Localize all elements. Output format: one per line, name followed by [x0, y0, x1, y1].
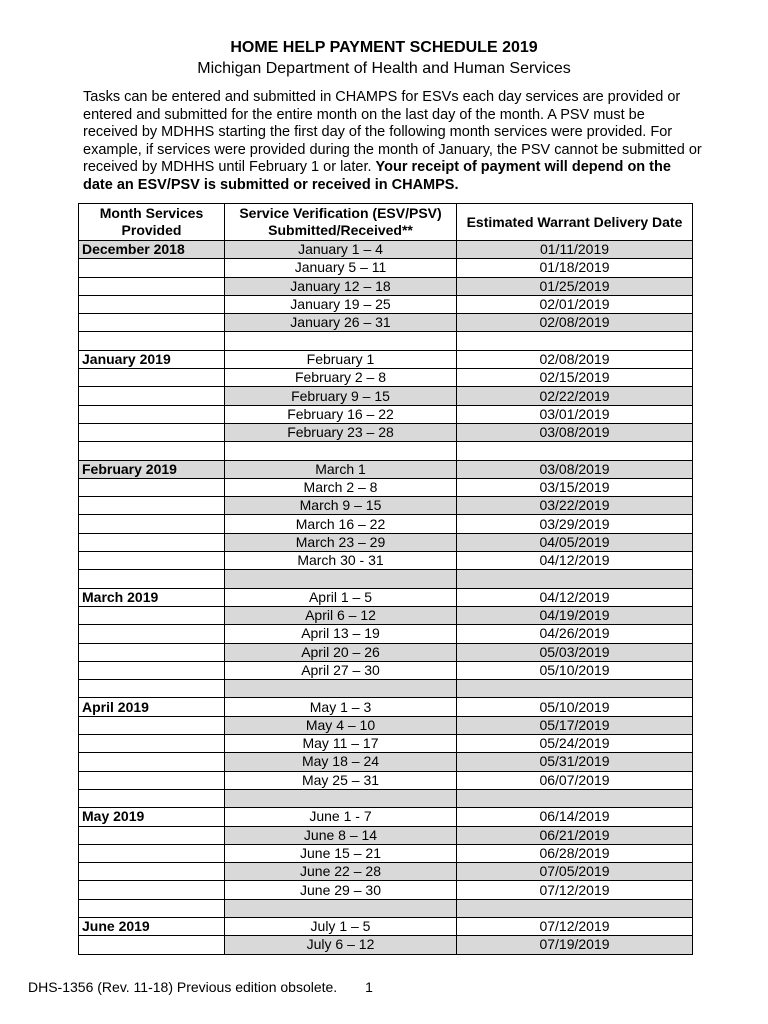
date-cell: 02/08/2019 [457, 350, 693, 368]
month-cell [79, 259, 225, 277]
month-cell: June 2019 [79, 917, 225, 935]
range-cell: January 5 – 11 [225, 259, 457, 277]
date-cell: 05/03/2019 [457, 643, 693, 661]
date-cell: 04/12/2019 [457, 588, 693, 606]
month-cell: May 2019 [79, 808, 225, 826]
month-cell [79, 735, 225, 753]
table-row [79, 570, 693, 588]
date-cell: 01/18/2019 [457, 259, 693, 277]
date-cell: 04/05/2019 [457, 533, 693, 551]
intro-paragraph [83, 89, 703, 195]
page-title: HOME HELP PAYMENT SCHEDULE 2019 [230, 39, 538, 56]
date-cell [457, 680, 693, 698]
month-cell: March 2019 [79, 588, 225, 606]
table-row [79, 241, 693, 259]
range-cell: March 2 – 8 [225, 478, 457, 496]
month-cell [79, 753, 225, 771]
date-cell: 01/25/2019 [457, 277, 693, 295]
month-cell: April 2019 [79, 698, 225, 716]
month-cell [79, 552, 225, 570]
date-cell: 04/26/2019 [457, 625, 693, 643]
range-cell: March 23 – 29 [225, 533, 457, 551]
table-row [79, 643, 693, 661]
month-cell [79, 826, 225, 844]
range-cell: July 6 – 12 [225, 936, 457, 954]
date-cell [457, 899, 693, 917]
range-cell: June 8 – 14 [225, 826, 457, 844]
table-row [79, 497, 693, 515]
month-cell [79, 497, 225, 515]
month-cell [79, 369, 225, 387]
date-cell: 03/15/2019 [457, 478, 693, 496]
range-cell [225, 899, 457, 917]
date-cell: 03/08/2019 [457, 423, 693, 441]
month-cell [79, 277, 225, 295]
month-cell [79, 314, 225, 332]
table-row [79, 863, 693, 881]
month-cell [79, 405, 225, 423]
range-cell: June 29 – 30 [225, 881, 457, 899]
table-row [79, 405, 693, 423]
table-row [79, 350, 693, 368]
footer [28, 979, 373, 996]
table-row [79, 332, 693, 350]
date-cell: 03/08/2019 [457, 460, 693, 478]
table-row [79, 314, 693, 332]
date-cell: 05/24/2019 [457, 735, 693, 753]
table-row [79, 917, 693, 935]
month-cell [79, 295, 225, 313]
table-row [79, 515, 693, 533]
range-cell: April 6 – 12 [225, 606, 457, 624]
date-cell: 07/05/2019 [457, 863, 693, 881]
table-row [79, 735, 693, 753]
date-cell [457, 442, 693, 460]
range-cell: March 30 - 31 [225, 552, 457, 570]
range-cell: April 13 – 19 [225, 625, 457, 643]
date-cell: 06/28/2019 [457, 844, 693, 862]
date-cell: 07/19/2019 [457, 936, 693, 954]
month-cell [79, 844, 225, 862]
month-cell: January 2019 [79, 350, 225, 368]
form-number: DHS-1356 (Rev. 11-18) Previous edition obsolete. [28, 979, 338, 995]
month-cell [79, 881, 225, 899]
range-cell: March 16 – 22 [225, 515, 457, 533]
date-cell [457, 789, 693, 807]
range-cell [225, 680, 457, 698]
month-cell: December 2018 [79, 241, 225, 259]
date-cell: 02/08/2019 [457, 314, 693, 332]
month-cell [79, 863, 225, 881]
month-cell [79, 643, 225, 661]
range-cell: January 1 – 4 [225, 241, 457, 259]
range-cell: March 9 – 15 [225, 497, 457, 515]
table-row [79, 533, 693, 551]
table-row [79, 606, 693, 624]
header-month: Month Services Provided [79, 204, 225, 241]
range-cell: April 27 – 30 [225, 661, 457, 679]
month-cell [79, 478, 225, 496]
range-cell [225, 442, 457, 460]
date-cell: 05/31/2019 [457, 753, 693, 771]
month-cell [79, 680, 225, 698]
table-row [79, 753, 693, 771]
date-cell: 04/19/2019 [457, 606, 693, 624]
range-cell: February 1 [225, 350, 457, 368]
intro-text: Tasks can be entered and submitted in CHAMPS for ESVs each day services are provided or entered and submitted for the entire month on the last day of the month. A PSV must be received by MDHHS starting the first day of the following month services were provided. For example, if services were provided during the month of January, the PSV cannot be submitted or received by MDHHS until February 1 or later. [83, 89, 702, 176]
table-row [79, 844, 693, 862]
date-cell: 01/11/2019 [457, 241, 693, 259]
range-cell: January 26 – 31 [225, 314, 457, 332]
range-cell: June 22 – 28 [225, 863, 457, 881]
month-cell [79, 533, 225, 551]
range-cell: February 16 – 22 [225, 405, 457, 423]
date-cell: 05/10/2019 [457, 661, 693, 679]
range-cell: July 1 – 5 [225, 917, 457, 935]
month-cell [79, 716, 225, 734]
range-cell [225, 332, 457, 350]
table-row [79, 369, 693, 387]
table-row [79, 716, 693, 734]
date-cell [457, 570, 693, 588]
month-cell [79, 387, 225, 405]
range-cell: January 19 – 25 [225, 295, 457, 313]
table-row [79, 387, 693, 405]
month-cell [79, 332, 225, 350]
month-cell [79, 515, 225, 533]
range-cell: February 2 – 8 [225, 369, 457, 387]
month-cell [79, 442, 225, 460]
date-cell: 07/12/2019 [457, 917, 693, 935]
table-row [79, 826, 693, 844]
table-row [79, 277, 693, 295]
date-cell: 06/21/2019 [457, 826, 693, 844]
range-cell: February 23 – 28 [225, 423, 457, 441]
month-cell [79, 423, 225, 441]
date-cell: 03/01/2019 [457, 405, 693, 423]
table-row [79, 460, 693, 478]
range-cell: June 1 - 7 [225, 808, 457, 826]
table-row [79, 552, 693, 570]
header-verification: Service Verification (ESV/PSV) Submitted/Received** [225, 204, 457, 241]
month-cell: February 2019 [79, 460, 225, 478]
month-cell [79, 606, 225, 624]
date-cell [457, 332, 693, 350]
date-cell: 03/22/2019 [457, 497, 693, 515]
table-row [79, 881, 693, 899]
date-cell: 05/17/2019 [457, 716, 693, 734]
date-cell: 05/10/2019 [457, 698, 693, 716]
range-cell: June 15 – 21 [225, 844, 457, 862]
table-row [79, 423, 693, 441]
table-row [79, 295, 693, 313]
header-warrant-date: Estimated Warrant Delivery Date [457, 204, 693, 241]
date-cell: 02/22/2019 [457, 387, 693, 405]
date-cell: 06/14/2019 [457, 808, 693, 826]
table-row [79, 680, 693, 698]
range-cell [225, 570, 457, 588]
table-row [79, 771, 693, 789]
page-subtitle: Michigan Department of Health and Human Services [197, 60, 571, 77]
month-cell [79, 570, 225, 588]
month-cell [79, 661, 225, 679]
table-header-row [79, 204, 693, 241]
table-row [79, 588, 693, 606]
table-row [79, 899, 693, 917]
range-cell: January 12 – 18 [225, 277, 457, 295]
range-cell: March 1 [225, 460, 457, 478]
range-cell: May 1 – 3 [225, 698, 457, 716]
table-row [79, 698, 693, 716]
page-number: 1 [365, 979, 373, 995]
table-row [79, 808, 693, 826]
table-body [79, 241, 693, 955]
range-cell: February 9 – 15 [225, 387, 457, 405]
table-row [79, 661, 693, 679]
range-cell: April 1 – 5 [225, 588, 457, 606]
range-cell: April 20 – 26 [225, 643, 457, 661]
table-row [79, 936, 693, 954]
date-cell: 02/15/2019 [457, 369, 693, 387]
date-cell: 04/12/2019 [457, 552, 693, 570]
range-cell: May 25 – 31 [225, 771, 457, 789]
payment-schedule-table [78, 203, 693, 955]
intro-bold-text: Your receipt of payment will depend on the date an ESV/PSV is submitted or received in CHAMPS. [83, 159, 671, 193]
range-cell: May 18 – 24 [225, 753, 457, 771]
range-cell: May 11 – 17 [225, 735, 457, 753]
table-row [79, 789, 693, 807]
table-row [79, 259, 693, 277]
range-cell: May 4 – 10 [225, 716, 457, 734]
month-cell [79, 771, 225, 789]
date-cell: 02/01/2019 [457, 295, 693, 313]
date-cell: 06/07/2019 [457, 771, 693, 789]
month-cell [79, 936, 225, 954]
month-cell [79, 625, 225, 643]
range-cell [225, 789, 457, 807]
table-row [79, 478, 693, 496]
table-row [79, 442, 693, 460]
table-row [79, 625, 693, 643]
date-cell: 03/29/2019 [457, 515, 693, 533]
date-cell: 07/12/2019 [457, 881, 693, 899]
month-cell [79, 789, 225, 807]
month-cell [79, 899, 225, 917]
